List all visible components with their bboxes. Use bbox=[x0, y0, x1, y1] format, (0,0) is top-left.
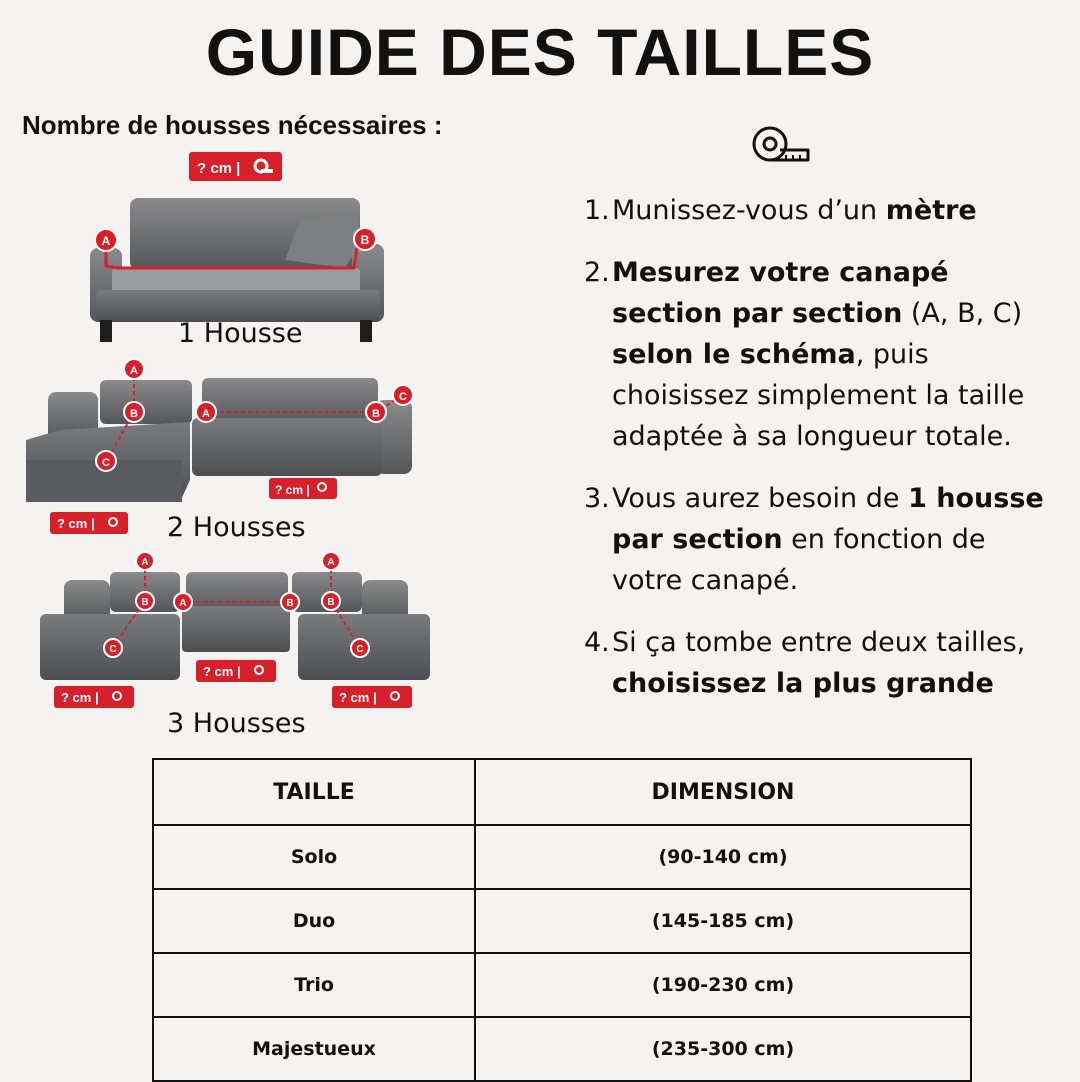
svg-text:B: B bbox=[327, 597, 335, 608]
measure-tag bbox=[196, 660, 276, 682]
step-text-part: (A, B, C) bbox=[902, 298, 1023, 329]
measuring-tape-icon bbox=[750, 124, 812, 170]
size-name: Trio bbox=[153, 953, 475, 1017]
measure-tag bbox=[332, 686, 412, 708]
svg-text:C: C bbox=[102, 457, 110, 469]
table-row bbox=[153, 953, 971, 1017]
svg-text:C: C bbox=[399, 391, 407, 403]
measure-tag bbox=[50, 512, 128, 534]
step-text-part: en fonction de votre canapé. bbox=[612, 524, 986, 596]
table-row bbox=[153, 825, 971, 889]
svg-text:A: A bbox=[141, 557, 149, 568]
step-text-part: Munissez-vous d’un bbox=[612, 195, 886, 226]
instruction-step bbox=[584, 478, 1064, 601]
marker-b bbox=[354, 228, 376, 250]
svg-text:C: C bbox=[109, 644, 117, 655]
table-row bbox=[153, 889, 971, 953]
marker-b bbox=[136, 592, 154, 610]
svg-text:B: B bbox=[360, 233, 370, 247]
svg-text:? cm |: ? cm | bbox=[339, 690, 377, 705]
instruction-step bbox=[584, 252, 1064, 457]
size-dimension: (235-300 cm) bbox=[475, 1017, 971, 1081]
svg-text:A: A bbox=[327, 557, 335, 568]
svg-text:B: B bbox=[372, 408, 380, 420]
svg-text:? cm |: ? cm | bbox=[275, 483, 310, 497]
marker-b bbox=[322, 592, 340, 610]
svg-text:B: B bbox=[286, 598, 294, 609]
svg-text:B: B bbox=[141, 597, 149, 608]
size-dimension: (90-140 cm) bbox=[475, 825, 971, 889]
marker-c bbox=[393, 385, 413, 405]
marker-a bbox=[174, 593, 192, 611]
marker-c bbox=[351, 639, 369, 657]
step-text-part: Si ça tombe entre deux tailles, bbox=[612, 627, 1026, 658]
marker-a bbox=[124, 359, 144, 379]
step-number: 4. bbox=[584, 627, 610, 658]
size-dimension: (190-230 cm) bbox=[475, 953, 971, 1017]
step-text-bold: Mesurez votre canapé section par section bbox=[612, 257, 949, 329]
step-text bbox=[612, 190, 1064, 231]
housses-needed-heading: Nombre de housses nécessaires : bbox=[22, 110, 443, 140]
svg-text:A: A bbox=[101, 234, 111, 248]
size-name: Majestueux bbox=[153, 1017, 475, 1081]
measure-tag bbox=[269, 478, 337, 499]
page-title: GUIDE DES TAILLES bbox=[205, 15, 875, 89]
step-text-part: Vous aurez besoin de bbox=[612, 483, 909, 514]
size-name: Duo bbox=[153, 889, 475, 953]
svg-text:A: A bbox=[130, 365, 138, 377]
sofa-double bbox=[26, 370, 412, 502]
marker-a bbox=[95, 229, 117, 251]
svg-text:? cm |: ? cm | bbox=[203, 664, 241, 679]
caption-1-housse: 1 Housse bbox=[178, 318, 303, 349]
marker-b bbox=[281, 593, 299, 611]
marker-c bbox=[96, 451, 116, 471]
size-name: Solo bbox=[153, 825, 475, 889]
caption-2-housses: 2 Housses bbox=[167, 512, 306, 543]
step-text-bold: 1 housse par section bbox=[612, 483, 1044, 555]
marker-b bbox=[366, 402, 386, 422]
size-dimension: (145-185 cm) bbox=[475, 889, 971, 953]
svg-text:B: B bbox=[130, 408, 138, 420]
step-number: 3. bbox=[584, 483, 610, 514]
step-text bbox=[612, 252, 1064, 457]
marker-a bbox=[196, 402, 216, 422]
table-row bbox=[153, 1017, 971, 1081]
instruction-step bbox=[584, 622, 1064, 704]
instruction-step bbox=[584, 190, 1064, 231]
marker-c bbox=[104, 639, 122, 657]
svg-text:A: A bbox=[202, 408, 210, 420]
step-number: 2. bbox=[584, 257, 610, 288]
table-header-row bbox=[153, 759, 971, 825]
size-table bbox=[152, 758, 972, 1082]
step-text-bold: selon le schéma bbox=[612, 339, 856, 370]
svg-text:? cm |: ? cm | bbox=[57, 516, 95, 531]
svg-text:C: C bbox=[356, 644, 364, 655]
measure-tag bbox=[189, 152, 282, 181]
step-text bbox=[612, 622, 1064, 704]
marker-b bbox=[124, 402, 144, 422]
marker-a bbox=[136, 552, 154, 570]
instruction-steps bbox=[584, 190, 1064, 725]
step-number: 1. bbox=[584, 195, 610, 226]
caption-3-housses: 3 Housses bbox=[167, 708, 306, 739]
svg-text:A: A bbox=[179, 598, 187, 609]
marker-a bbox=[322, 552, 340, 570]
step-text bbox=[612, 478, 1064, 601]
step-text-bold: choisissez la plus grande bbox=[612, 668, 994, 699]
measure-tag bbox=[54, 686, 134, 708]
sofa-illustrations bbox=[0, 140, 560, 760]
step-text-part: , puis choisissez simplement la taille adaptée à sa longueur totale. bbox=[612, 339, 1025, 452]
measure-tag-text: ? cm | bbox=[197, 160, 241, 177]
step-text-bold: mètre bbox=[885, 195, 977, 226]
column-header-taille: TAILLE bbox=[153, 759, 475, 825]
svg-text:? cm |: ? cm | bbox=[61, 690, 99, 705]
column-header-dimension: DIMENSION bbox=[475, 759, 971, 825]
